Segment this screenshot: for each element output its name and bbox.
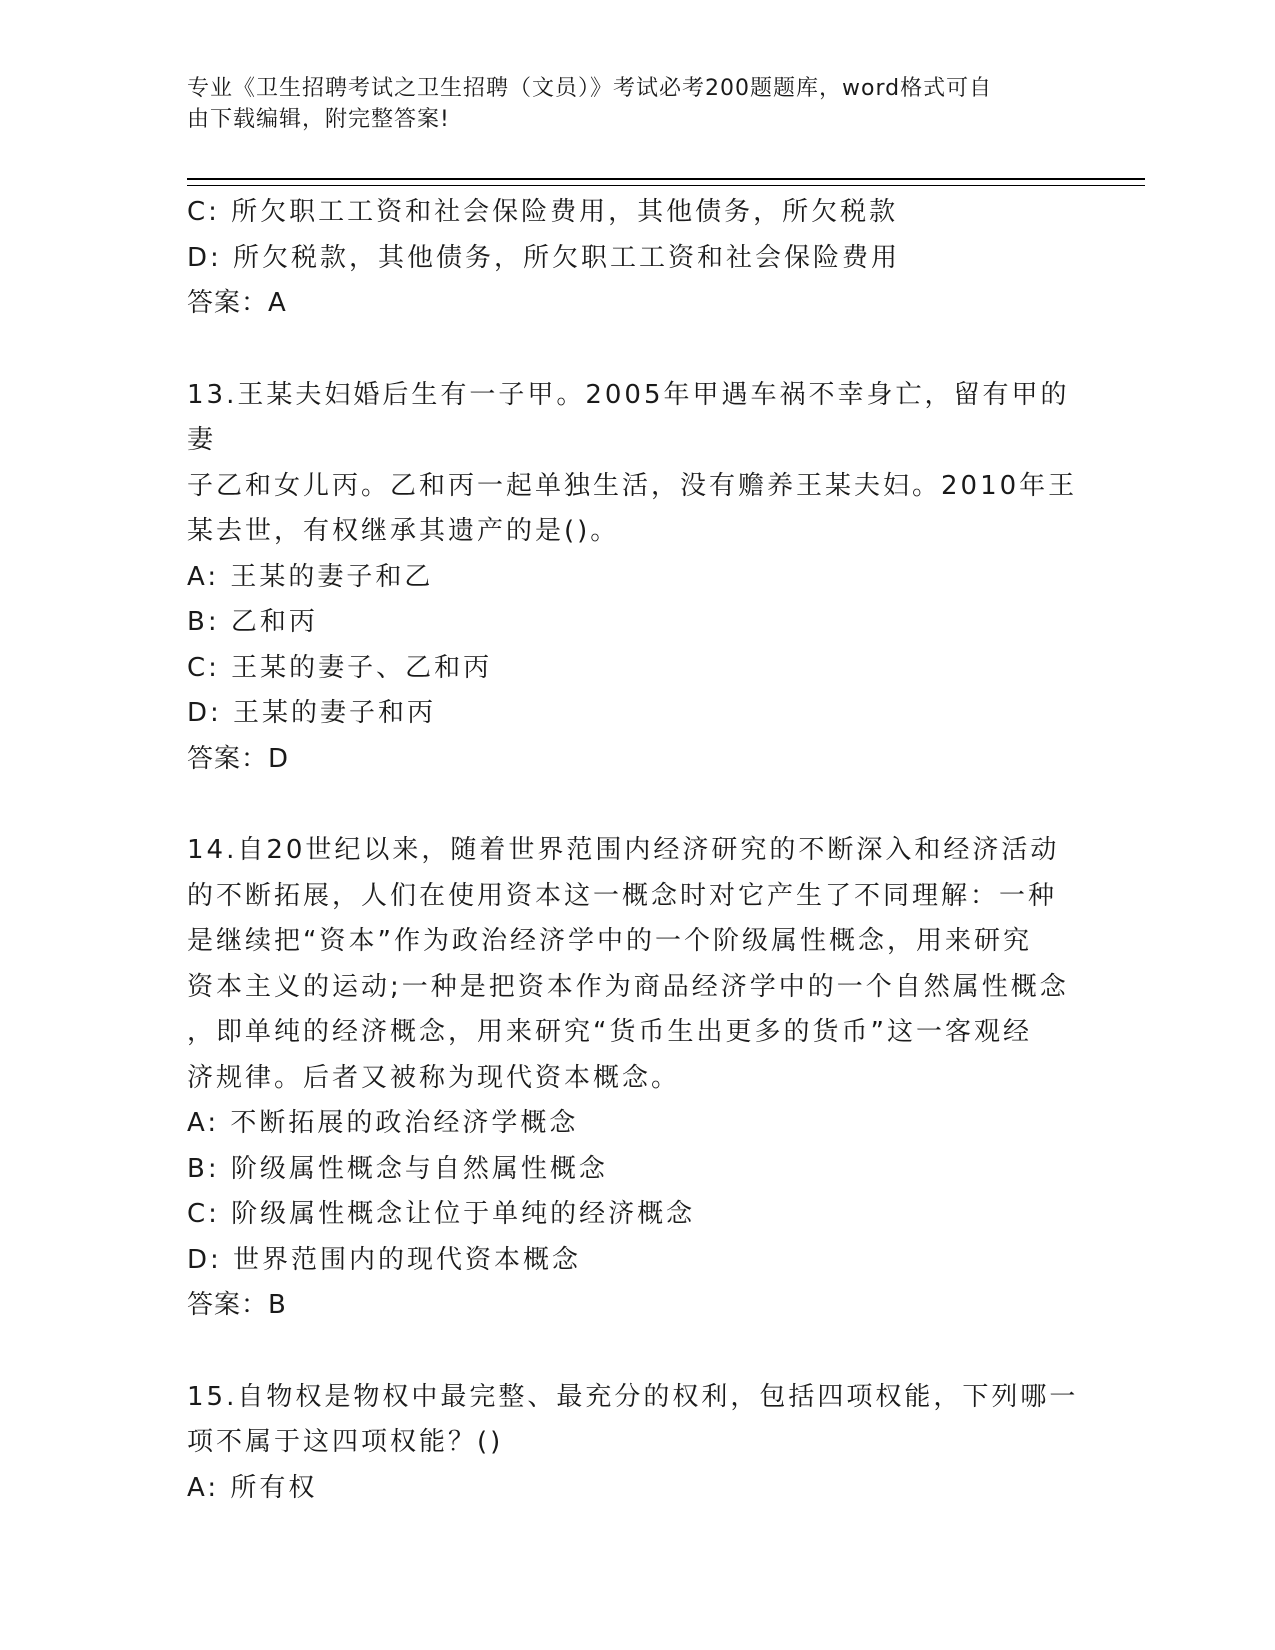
question-text-line: 项不属于这四项权能？() <box>187 1427 504 1457</box>
option-d: D: 所欠税款，其他债务，所欠职工工资和社会保险费用 <box>187 242 901 273</box>
option-a: A: 所有权 <box>187 1472 318 1503</box>
option-a: A: 王某的妻子和乙 <box>187 561 434 592</box>
question-text-line: 14.自20世纪以来，随着世界范围内经济研究的不断深入和经济活动 <box>187 835 1060 865</box>
option-c: C: 王某的妻子、乙和丙 <box>187 652 493 683</box>
answer-line: 答案：A <box>187 288 287 318</box>
question-text-line: 13.王某夫妇婚后生有一子甲。2005年甲遇车祸不幸身亡，留有甲的妻 <box>187 379 1070 455</box>
header-title-line-2: 由下载编辑，附完整答案! <box>187 107 450 132</box>
question-text-line: 某去世，有权继承其遗产的是()。 <box>187 516 620 546</box>
header-divider <box>187 178 1145 186</box>
option-c: C: 所欠职工工资和社会保险费用，其他债务，所欠税款 <box>187 197 899 227</box>
question-content <box>187 190 1087 1511</box>
option-a: A: 不断拓展的政治经济学概念 <box>187 1108 579 1138</box>
answer-line: 答案：D <box>187 743 290 774</box>
question-13 <box>187 373 1087 783</box>
answer-line: 答案：B <box>187 1290 287 1320</box>
document-header <box>187 73 1087 135</box>
option-d: D: 王某的妻子和丙 <box>187 698 437 728</box>
question-text-line: 资本主义的运动;一种是把资本作为商品经济学中的一个自然属性概念 <box>187 971 1069 1002</box>
question-14 <box>187 828 1087 1329</box>
option-c: C: 阶级属性概念让位于单纯的经济概念 <box>187 1199 696 1229</box>
option-b: B: 阶级属性概念与自然属性概念 <box>187 1153 608 1184</box>
question-text-line: ，即单纯的经济概念，用来研究“货币生出更多的货币”这一客观经 <box>187 1017 1032 1047</box>
option-d: D: 世界范围内的现代资本概念 <box>187 1244 582 1275</box>
question-text-line: 的不断拓展，人们在使用资本这一概念时对它产生了不同理解：一种 <box>187 880 1058 911</box>
question-text-line: 子乙和女儿丙。乙和丙一起单独生活，没有赡养王某夫妇。2010年王 <box>187 470 1078 501</box>
question-text-line: 是继续把“资本”作为政治经济学中的一个阶级属性概念，用来研究 <box>187 926 1032 956</box>
question-text-line: 济规律。后者又被称为现代资本概念。 <box>187 1062 681 1093</box>
option-b: B: 乙和丙 <box>187 607 318 637</box>
header-title-line-1: 专业《卫生招聘考试之卫生招聘（文员）》考试必考200题题库，word格式可自 <box>187 76 993 101</box>
question-12-continued <box>187 190 1087 327</box>
question-text-line: 15.自物权是物权中最完整、最充分的权利，包括四项权能，下列哪一 <box>187 1381 1079 1412</box>
question-15 <box>187 1375 1087 1512</box>
